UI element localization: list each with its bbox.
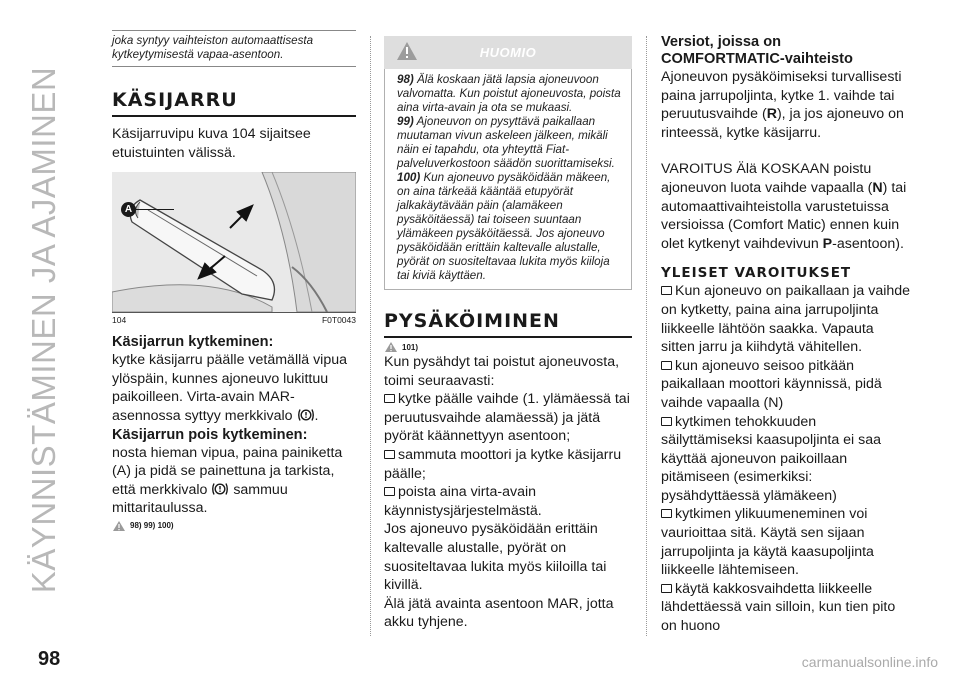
huomio-title: HUOMIO [479,45,537,60]
kytkeminen-text [112,351,356,425]
column-divider [646,36,648,636]
intro-italic-text: joka syntyy vaihteiston automaattisesta kytkeytymisestä vapaa-asentoon. [112,34,314,61]
figure-code: F0T0043 [321,315,356,326]
checkbox-bullet-icon [661,584,672,593]
brake-warning-icon [297,407,315,423]
varoitus-bullet [661,357,911,413]
bullet-text: kytkimen tehokkuuden säilyttämiseksi kaasupoljinta ei saa käyttää ajoneuvon paikoillaan pitämiseen (esimerkiksi: pysähdyttäessä ylämäkeen) [661,413,882,504]
bullet-text: käytä kakkosvaihdetta liikkeelle lähdettäessä vain silloin, kun tien pito on huono [661,580,896,635]
arrow-up-icon [228,204,254,230]
pois-kytkeminen-text-b: sammuu mittaritaulussa. [112,481,288,517]
section-heading-pysakoiminen: PYSÄKÖIMINEN [384,310,632,338]
pysakoiminen-bullet [384,390,632,446]
checkbox-bullet-icon [661,509,672,518]
pysakoiminen-bullet [384,483,632,520]
comfortmatic-para1 [661,68,911,142]
pois-kytkeminen-text-a: nosta hieman vipua, paina painiketta (A) ja pidä se painettuna ja tarkista, että merkkivalo [112,444,343,498]
warning-refs [112,520,356,532]
pysakoiminen-bullet [384,446,632,483]
label-a-leader [134,209,174,210]
comfortmatic-heading-line1: Versiot, joissa on [661,34,782,50]
subheading-pois-kytkeminen: Käsijarrun pois kytkeminen: [112,426,308,443]
column-middle [384,36,632,632]
huomio-header [384,36,632,69]
kytkeminen-text-a: kytke käsijarru päälle vetämällä vipua ylöspäin, kunnes ajoneuvo lukittuu paikoilleen. Virta-avain MAR-asennossa syttyy merkkivalo [112,352,347,424]
pysakoiminen-para1: Jos ajoneuvo pysäköidään erittäin kaltevalle alustalle, pyörät on suositeltavaa lukita myös kiiloilla tai kivillä. [384,521,607,594]
note-98-text: Älä koskaan jätä lapsia ajoneuvoon valvomatta. Kun poistut ajoneuvosta, poista aina virta-avain ja ota se mukaasi. [397,73,621,114]
bullet-text: sammuta moottori ja kytke käsijarru päälle; [384,446,622,482]
warning-triangle-icon [112,520,126,532]
note-100-text: Kun ajoneuvo pysäköidään mäkeen, on aina tärkeää kääntää etupyörät jalkakäytävään päin (alamäkeen pysäköitäessä) tai toiseen suuntaan ylämäkeen pysäköitäessä. Jos ajoneuvo pysäköidään erittäin kaltevalle alustalle, pyörät on suositeltavaa lukita myös kiiloja tai kiviä käyttäen. [397,171,611,282]
warning-triangle-icon [384,341,398,353]
figure-number: 104 [112,315,127,326]
note-100 [397,171,625,283]
para1-text-a: Ajoneuvon pysäköimiseksi turvallisesti paina jarrupoljinta, kytke 1. vaihde tai peruutusvaihde ( [661,69,902,123]
watermark-link[interactable]: carmanualsonline.info [801,654,938,670]
checkbox-bullet-icon [384,450,395,459]
chapter-side-title [14,30,74,630]
figure-caption [112,315,356,325]
yleiset-varoitukset-list [661,282,911,635]
column-left [112,30,356,532]
column-divider [370,36,372,636]
comfortmatic-heading [661,34,911,68]
arrow-down-icon [197,254,227,280]
checkbox-bullet-icon [661,417,672,426]
checkbox-bullet-icon [384,487,395,496]
para2-gear-p: P [822,235,833,252]
note-100-ref: 100) [397,171,421,184]
comfortmatic-para2 [661,160,911,253]
chapter-title-text: KÄYNNISTÄMINEN JA AJAMINEN [25,66,62,594]
varoitus-bullet [661,282,911,356]
section-heading-kasijarru: KÄSIJARRU [112,89,356,117]
note-99-text: Ajoneuvon on pysyttävä paikallaan muutaman vivun askeleen jälkeen, mikäli näin ei tapahdu, ota yhteyttä Fiat-palveluverkostoon säädön suorittamiseksi. [397,115,615,170]
section-heading-yleiset-varoitukset: YLEISET VAROITUKSET [661,265,852,282]
bullet-text: poista aina virta-avain käynnistysjärjestelmästä. [384,484,542,519]
para1-text-b: ), ja jos ajoneuvo on rinteessä, kytke käsijarru. [661,106,904,141]
pois-kytkeminen-text [112,444,356,518]
varoitus-bullet [661,413,911,506]
note-99 [397,115,625,171]
checkbox-bullet-icon [384,394,395,403]
column-right [661,34,911,636]
subheading-kytkeminen: Käsijarrun kytkeminen: [112,334,274,351]
kasijarru-intro: Käsijarruvipu kuva 104 sijaitsee etuistuinten välissä. [112,126,311,161]
note-99-ref: 99) [397,115,414,128]
page-number: 98 [38,648,61,670]
pysakoiminen-content [384,353,632,632]
bullet-text: kytke päälle vaihde (1. ylämäessä tai peruutusvaihde alamäessä) ja jätä pyörät käännettyyn asentoon; [384,391,630,445]
varoitus-bullet [661,505,911,579]
pysakoiminen-para2: Älä jätä avainta asentoon MAR, jotta akku tyhjene. [384,595,614,631]
label-a-text: A [124,204,133,216]
huomio-notes [384,69,632,290]
pysakoiminen-ref [384,341,632,353]
varoitus-bullet [661,580,911,636]
note-98 [397,73,625,115]
para1-gear-r: R [766,106,777,123]
para2-text-c: -asentoon). [832,235,904,252]
kytkeminen-text-b: . [314,407,319,424]
para2-text-a: VAROITUS Älä KOSKAAN poistu ajoneuvon luota vaihde vapaalla ( [661,161,873,196]
warning-refs-text: 98) 99) 100) [130,521,174,531]
bullet-text: Kun ajoneuvo on paikallaan ja vaihde on kytketty, paina aina jarrupoljinta liikkeelle lähtöön saakka. Vapauta sitten jarru ja kiihdytä vähitellen. [661,283,911,356]
intro-note [112,30,356,67]
bullet-text: kytkimen ylikuumeneminen voi vaurioittaa sitä. Käytä sen sijaan jarrupoljinta ja käytä kaasupoljinta liikkeelle lähtemiseen. [661,506,874,579]
brake-warning-icon [211,481,229,497]
handbrake-figure [112,172,356,313]
checkbox-bullet-icon [661,361,672,370]
note-98-ref: 98) [397,73,414,86]
checkbox-bullet-icon [661,286,672,295]
comfortmatic-heading-line2: COMFORTMATIC-vaihteisto [661,51,853,67]
pysakoiminen-intro: Kun pysähdyt tai poistut ajoneuvosta, toimi seuraavasti: [384,354,620,389]
bullet-text: kun ajoneuvo seisoo pitkään paikallaan moottori käynnissä, pidä vaihde vapaalla (N) [661,357,882,411]
para2-text-b: ) tai automaattivaihteistolla varustetuissa versioissa (Comfort Matic) ennen kuin olet kytkenyt vaihdevivun [661,179,907,252]
pysakoiminen-ref-text: 101) [402,342,419,352]
handbrake-illustration [112,172,356,312]
para2-gear-n: N [872,179,883,196]
